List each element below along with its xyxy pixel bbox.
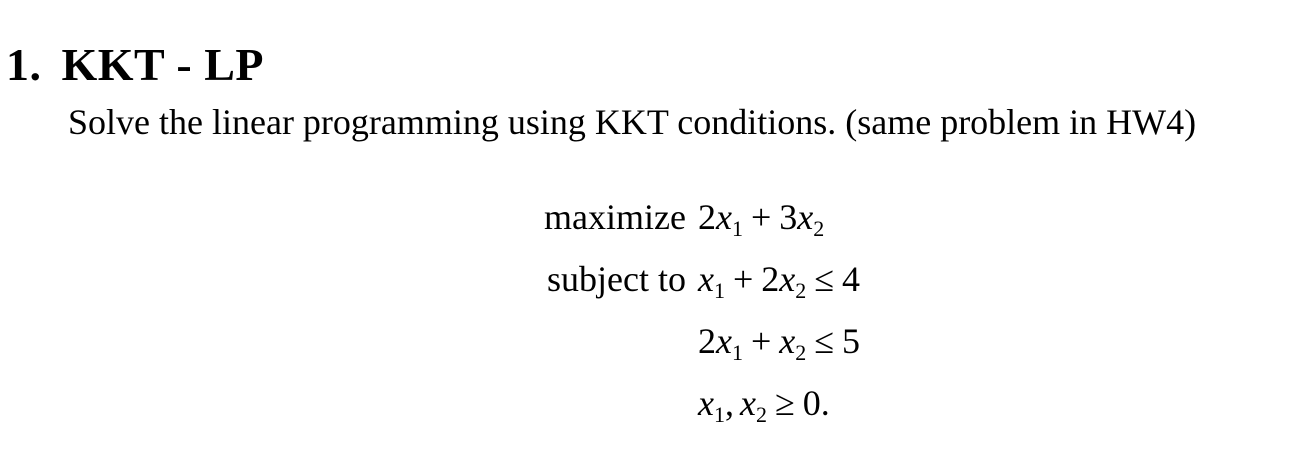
variable: x [797, 197, 814, 237]
relation: ≤ [814, 321, 835, 361]
rhs-value: 5 [842, 321, 861, 361]
problem-number: 1. [6, 39, 42, 90]
variable: x [779, 321, 796, 361]
coefficient: 2 [698, 321, 716, 361]
variable: x [716, 197, 732, 237]
constraint-expression-2 [698, 314, 860, 368]
subscript: 1 [713, 402, 725, 427]
relation: ≥ [774, 383, 795, 423]
objective-expression [698, 190, 824, 244]
operator: + [732, 259, 754, 299]
coefficient: 3 [779, 197, 798, 237]
problem-statement: Solve the linear programming using KKT conditions. (same problem in HW4) [68, 102, 1197, 142]
variable: x [779, 259, 796, 299]
subscript: 2 [795, 278, 807, 303]
variable: x [698, 259, 714, 299]
problem-title: KKT - LP [61, 39, 265, 90]
rhs-value: 4 [842, 259, 861, 299]
coefficient: 2 [698, 197, 716, 237]
objective-keyword: maximize [544, 197, 686, 237]
subscript: 2 [813, 216, 825, 241]
subscript: 2 [795, 340, 807, 365]
variable: x [739, 383, 756, 423]
variable: x [698, 383, 714, 423]
subscript: 1 [731, 340, 743, 365]
coefficient: 2 [761, 259, 780, 299]
operator: + [750, 197, 772, 237]
variable: x [716, 321, 732, 361]
rhs-value: 0. [802, 383, 830, 423]
constraint-expression-1 [698, 252, 860, 306]
operator: + [750, 321, 772, 361]
subscript: 1 [713, 278, 725, 303]
subscript: 1 [731, 216, 743, 241]
problem-heading [6, 38, 264, 92]
subscript: 2 [755, 402, 767, 427]
relation: ≤ [814, 259, 835, 299]
separator: , [724, 383, 734, 423]
constraint-keyword: subject to [547, 259, 686, 299]
constraint-expression-3 [698, 376, 830, 430]
